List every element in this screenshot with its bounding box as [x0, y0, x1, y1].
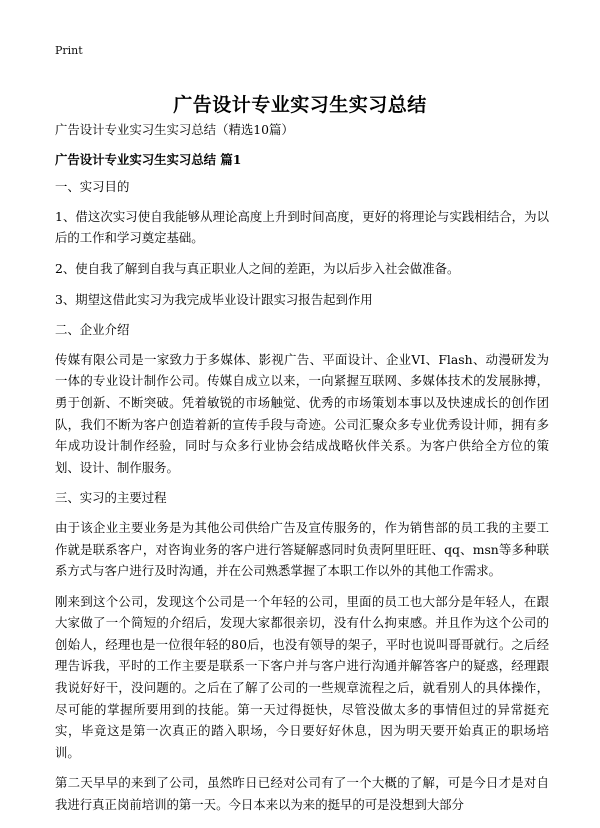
- heading-company: 二、企业介绍: [55, 322, 130, 338]
- section-title: 广告设计专业实习生实习总结 篇1: [55, 151, 242, 167]
- process-paragraph-1: 由于该企业主要业务是为其他公司供给广告及宣传服务的，作为销售部的员工我的主要工作就是联系客户，对咨询业务的客户进行答疑解惑同时负责阿里旺旺、qq、msn等多种联系方式与客户进行及时沟通，并在公司熟悉掌握了本职工作以外的其他工作需求。: [55, 519, 549, 579]
- document-title: 广告设计专业实习生实习总结: [173, 93, 427, 116]
- process-paragraph-2: 刚来到这个公司，发现这个公司是一个年轻的公司，里面的员工也大部分是年轻人，在跟大家做了一个简短的介绍后，发现大家都很亲切，没有什么拘束感。并且作为这个公司的创始人，经理也是一位很年轻的80后，也没有领导的架子，平时也说叫哥哥就行。之后经理告诉我，平时的工作主要是联系一下客户并与客户进行沟通并解答客户的疑惑，经理跟我说好好干，没问题的。之后在了解了公司的一些规章流程之后，就看别人的具体操作，尽可能的掌握所要用到的技能。第一天过得挺快，尽管没做太多的事情但过的异常挺充实，毕竟这是第一次真正的踏入职场，今日要好好休息，因为明天要开始真正的职场培训。: [55, 593, 549, 760]
- company-intro-paragraph: 传媒有限公司是一家致力于多媒体、影视广告、平面设计、企业VI、Flash、动漫研发为一体的专业设计制作公司。传媒自成立以来，一向紧握互联网、多媒体技术的发展脉搏，勇于创新、不断突破。凭着敏锐的市场触觉、优秀的市场策划本事以及快速成长的创作团队，我们不断为客户创造着新的宣传手段与奇迹。公司汇聚众多专业优秀设计师，拥有多年成功设计制作经验，同时与众多行业协会结成战略伙伴关系。为客户供给全方位的策划、设计、制作服务。: [55, 351, 549, 475]
- purpose-item-2: 2、使自我了解到自我与真正职业人之间的差距，为以后步入社会做准备。: [55, 260, 460, 276]
- heading-process: 三、实习的主要过程: [55, 490, 167, 506]
- purpose-item-1: 1、借这次实习使自我能够从理论高度上升到时间高度，更好的将理论与实践相结合，为以后的工作和学习奠定基础。: [55, 208, 549, 246]
- process-paragraph-3: 第二天早早的来到了公司，虽然昨日已经对公司有了一个大概的了解，可是今日才是对自我进行真正岗前培训的第一天。今日本来以为来的挺早的可是没想到大部分: [55, 775, 549, 813]
- purpose-item-3: 3、期望这借此实习为我完成毕业设计跟实习报告起到作用: [55, 291, 373, 307]
- document-body: [55, 119, 549, 825]
- print-label: Print: [55, 44, 83, 57]
- heading-purpose: 一、实习目的: [55, 179, 130, 195]
- document-subtitle: 广告设计专业实习生实习总结（精选10篇）: [55, 122, 294, 137]
